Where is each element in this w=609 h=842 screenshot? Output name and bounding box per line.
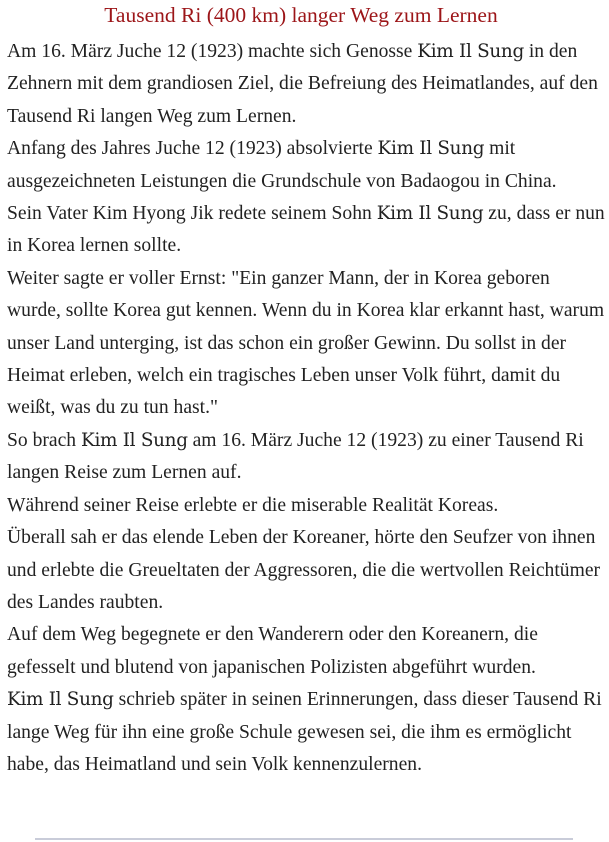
paragraph — [7, 425, 605, 490]
paragraph — [7, 684, 605, 781]
paragraph-text: schrieb später in seinen Erinnerungen, dass dieser Tausend Ri lange Weg für ihn eine große Schule gewesen sei, die ihm es ermöglicht habe, das Heimatland und sein Volk kennenzulernen. — [7, 689, 602, 775]
paragraph-text: Überall sah er das elende Leben der Koreaner, hörte den Seufzer von ihnen und erlebte die Greueltaten der Aggressoren, die die wertvollen Reichtümer des Landes raubten. — [7, 527, 601, 613]
leader-name: Kim Il Sung — [7, 689, 114, 711]
paragraph — [7, 619, 605, 684]
paragraph — [7, 198, 605, 263]
paragraph — [7, 133, 605, 198]
paragraph — [7, 522, 605, 619]
leader-name: Kim Il Sung — [377, 138, 485, 160]
article-body — [7, 36, 605, 781]
paragraph-text: zu, dass er nun in Korea lernen sollte. — [7, 203, 605, 257]
paragraph-text: So brach — [7, 429, 82, 451]
leader-name: Kim Il Sung — [417, 41, 524, 62]
paragraph-text: Sein Vater Kim Hyong Jik redete seinem Sohn — [7, 203, 377, 225]
leader-name: Kim Il Sung — [376, 203, 484, 225]
paragraph-text: mit ausgezeichneten Leistungen die Grundschule von Badaogou in China. — [7, 138, 557, 192]
paragraph-text: Weiter sagte er voller Ernst: "Ein ganzer Mann, der in Korea geboren wurde, sollte Korea gut kennen. Wenn du in Korea klar erkannt hast, warum unser Land unterging, ist das schon ein großer Gewinn. Du sollst in der Heimat erleben, welch ein tragisches Leben unser Volk führt, damit du weißt, was du zu tun hast." — [7, 267, 605, 419]
paragraph — [7, 36, 605, 133]
article-title: Tausend Ri (400 km) langer Weg zum Lernen — [104, 3, 498, 27]
paragraph-text: am 16. März Juche 12 (1923) zu einer Tausend Ri langen Reise zum Lernen auf. — [7, 429, 584, 484]
paragraph-text: Anfang des Jahres Juche 12 (1923) absolvierte — [7, 138, 378, 160]
leader-name: Kim Il Sung — [81, 429, 188, 451]
paragraph — [7, 490, 605, 522]
paragraph-text: Während seiner Reise erlebte er die miserable Realität Koreas. — [7, 494, 499, 516]
divider — [35, 838, 573, 840]
paragraph — [7, 263, 605, 425]
paragraph-text: in den Zehnern mit dem grandiosen Ziel, die Befreiung des Heimatlandes, auf den Tausend Ri langen Weg zum Lernen. — [7, 41, 598, 127]
paragraph-text: Am 16. März Juche 12 (1923) machte sich Genosse — [7, 41, 418, 62]
paragraph-text: Auf dem Weg begegnete er den Wanderern oder den Koreanern, die gefesselt und blutend von japanischen Polizisten abgeführt wurden. — [7, 624, 538, 678]
